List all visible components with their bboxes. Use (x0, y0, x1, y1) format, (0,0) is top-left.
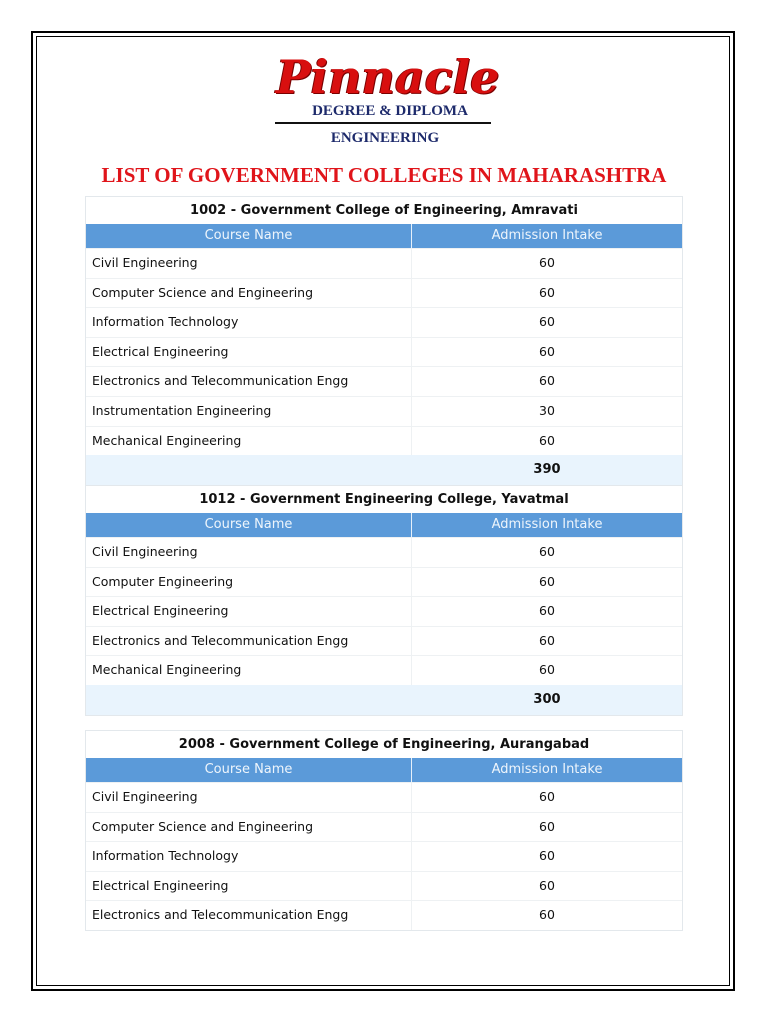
course-name: Information Technology (86, 308, 412, 337)
table-header (86, 758, 682, 782)
table-row (86, 871, 682, 901)
logo-subtitle-engineering: ENGINEERING (330, 130, 440, 146)
column-header-intake: Admission Intake (491, 762, 603, 777)
intake-value: 60 (539, 544, 555, 559)
intake-value: 60 (539, 632, 555, 648)
course-name: Mechanical Engineering (86, 656, 412, 685)
column-header-course: Course Name (86, 513, 412, 537)
intake-value: 30 (539, 402, 555, 418)
course-name: Instrumentation Engineering (86, 397, 412, 426)
table-row (86, 596, 682, 626)
total-spacer (86, 455, 412, 485)
table-row (86, 366, 682, 396)
table-row (86, 900, 682, 930)
table-row (86, 567, 682, 597)
college-table (85, 730, 683, 931)
table-row (86, 426, 682, 456)
table-row (86, 307, 682, 337)
intake-value: 60 (539, 848, 555, 864)
course-name: Civil Engineering (86, 249, 412, 278)
table-row (86, 278, 682, 308)
column-header-intake: Admission Intake (491, 517, 603, 532)
intake-value: 60 (539, 603, 555, 619)
total-value: 300 (533, 691, 561, 707)
course-name: Electronics and Telecommunication Engg (86, 367, 412, 396)
table-row (86, 396, 682, 426)
intake-value: 60 (539, 343, 555, 359)
college-title: 1002 - Government College of Engineering, Amravati (190, 203, 578, 218)
course-name: Electrical Engineering (86, 338, 412, 367)
course-name: Computer Science and Engineering (86, 279, 412, 308)
total-spacer (86, 685, 412, 715)
table-row (86, 812, 682, 842)
course-name: Civil Engineering (86, 538, 412, 567)
intake-value: 60 (539, 662, 555, 678)
course-name: Mechanical Engineering (86, 427, 412, 456)
course-name: Electrical Engineering (86, 597, 412, 626)
intake-value: 60 (539, 789, 555, 804)
column-header-course: Course Name (86, 224, 412, 248)
college-table (85, 196, 683, 486)
table-row (86, 782, 682, 812)
course-name: Civil Engineering (86, 783, 412, 812)
column-header-intake: Admission Intake (491, 228, 603, 243)
course-name: Electronics and Telecommunication Engg (86, 627, 412, 656)
total-value: 390 (533, 462, 561, 478)
course-name: Electronics and Telecommunication Engg (86, 901, 412, 930)
table-row (86, 248, 682, 278)
table-header (86, 224, 682, 248)
logo-divider (275, 122, 491, 124)
table-row (86, 537, 682, 567)
table-row (86, 841, 682, 871)
intake-value: 60 (539, 818, 555, 834)
column-header-course: Course Name (86, 758, 412, 782)
page-title: LIST OF GOVERNMENT COLLEGES IN MAHARASHTRA (101, 163, 667, 187)
intake-value: 60 (539, 907, 555, 923)
college-title: 1012 - Government Engineering College, Yavatmal (199, 492, 569, 507)
intake-value: 60 (539, 373, 555, 389)
total-row (86, 685, 682, 715)
intake-value: 60 (539, 573, 555, 589)
course-name: Information Technology (86, 842, 412, 871)
logo-wordmark: Pinnacle (276, 50, 500, 104)
logo-subtitle-degree: DEGREE & DIPLOMA (312, 103, 468, 119)
intake-value: 60 (539, 255, 555, 270)
table-header (86, 513, 682, 537)
college-title: 2008 - Government College of Engineering, Aurangabad (178, 737, 590, 752)
total-row (86, 455, 682, 485)
course-name: Computer Engineering (86, 568, 412, 597)
intake-value: 60 (539, 877, 555, 893)
table-row (86, 626, 682, 656)
table-row (86, 337, 682, 367)
intake-value: 60 (539, 314, 555, 330)
table-row (86, 655, 682, 685)
course-name: Computer Science and Engineering (86, 813, 412, 842)
course-name: Electrical Engineering (86, 872, 412, 901)
intake-value: 60 (539, 432, 555, 448)
college-table (85, 485, 683, 716)
intake-value: 60 (539, 284, 555, 300)
